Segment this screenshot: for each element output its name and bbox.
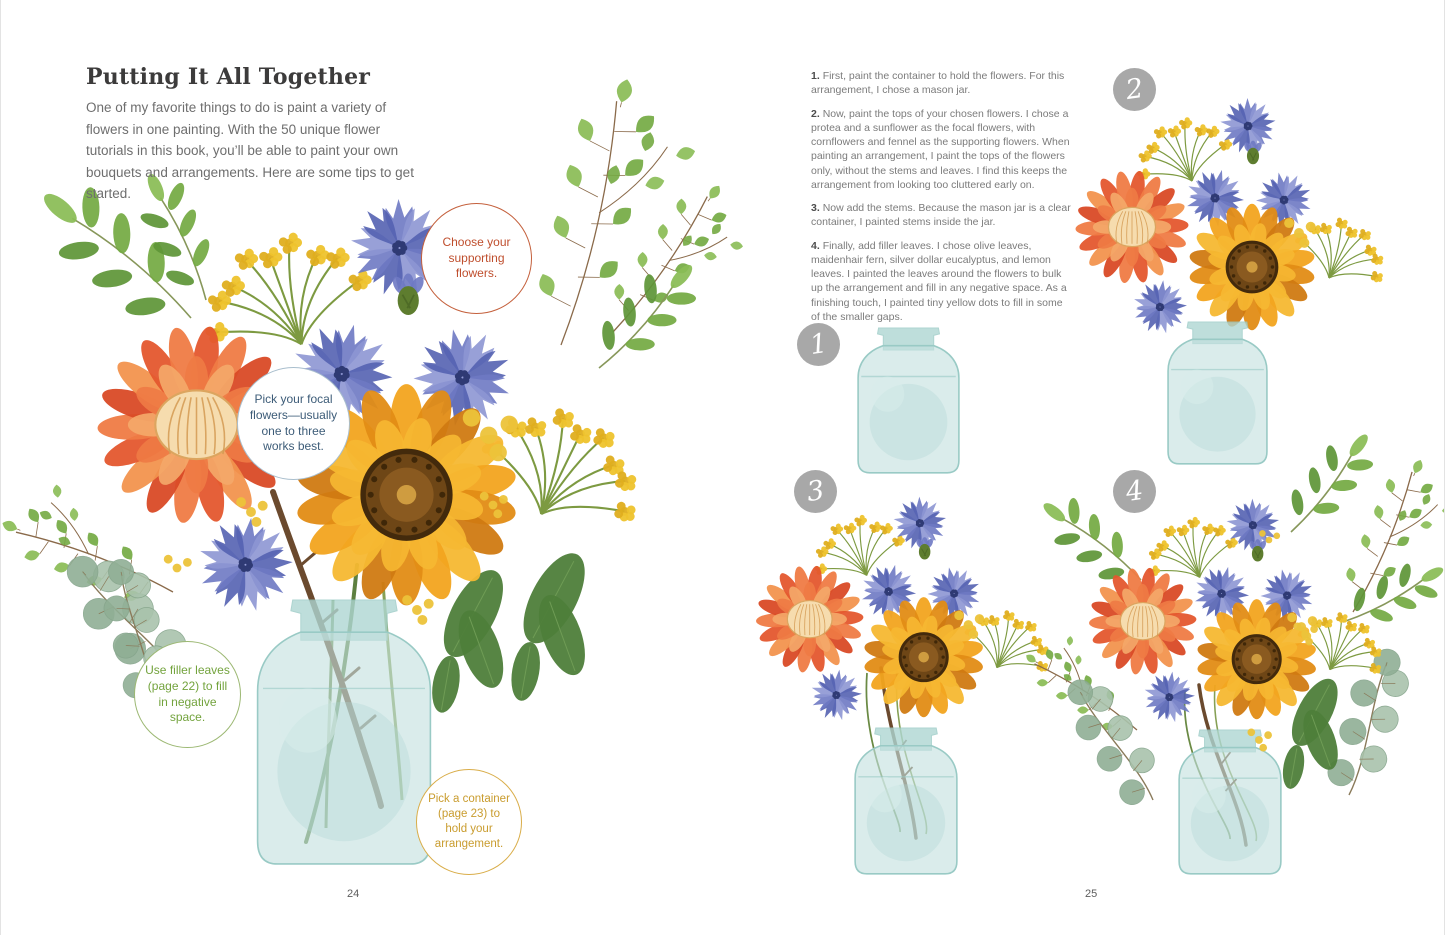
step-1-illustration — [858, 328, 959, 473]
step-2-illustration — [1075, 98, 1399, 464]
cornflower-bud — [390, 274, 426, 315]
step-badge-1: 1 — [797, 323, 840, 366]
step-1-text: 1. First, paint the container to hold the flowers. For this arrangement, I chose a mason jar. — [811, 70, 1065, 97]
protea — [756, 565, 864, 673]
callout-focal-flowers — [237, 367, 350, 480]
mason-jar — [258, 600, 431, 864]
page-title: Putting It All Together — [86, 64, 371, 90]
mason-jar — [1168, 322, 1267, 464]
callout-text: Pick a container (page 23) to hold your arrangement. — [428, 793, 510, 850]
page-number-left: 24 — [347, 888, 360, 900]
cornflower — [1139, 668, 1199, 727]
callout-container — [416, 769, 522, 875]
page-number-right: 25 — [1085, 888, 1098, 900]
lemon-leaves — [507, 544, 597, 703]
step-4-flowers — [1089, 499, 1397, 728]
mason-jar — [855, 728, 957, 874]
eucalyptus — [1323, 642, 1416, 802]
step-3-flowers — [756, 497, 1064, 726]
cornflower — [806, 666, 866, 725]
steps-column — [811, 69, 1073, 333]
protea — [1089, 567, 1197, 675]
mason-jar — [1179, 730, 1281, 874]
callout-filler-leaves — [134, 641, 241, 748]
sunflower — [1188, 204, 1316, 330]
step-badge-4: 4 — [1113, 470, 1156, 513]
step-4-illustration — [1015, 419, 1445, 874]
step-badge-2: 2 — [1113, 68, 1156, 111]
protea — [1075, 170, 1189, 284]
step-2-text: 2. Now, paint the tops of your chosen flowers. I chose a protea and a sunflower as the focal flowers, with cornflowers and fennel as the supporting flowers. When painting an arrangement, I paint the tops of the flowers only, without the stems and leaves. I find this keeps the arrangement from looking too cluttered early on. — [811, 107, 1070, 191]
step-3-text: 3. Now add the stems. Because the mason jar is a clear container, I painted stems inside the jar. — [811, 202, 1071, 229]
step-badge-3: 3 — [794, 470, 837, 513]
olive-branch — [1270, 419, 1388, 549]
olive-branch — [577, 246, 713, 388]
intro-paragraph: One of my favorite things to do is paint a variety of flowers in one painting. With the 50 unique flower tutorials in this book, you’ll be able to paint your own bouquets and arrangements. Here are some tips to get started. — [86, 100, 414, 202]
sunflower — [863, 597, 984, 717]
cornflower — [1128, 276, 1191, 338]
cornflower-bud — [915, 537, 935, 559]
maidenhair-fern — [521, 69, 714, 366]
callout-text: Choose your supporting flowers. — [442, 235, 511, 281]
cornflower-bud — [1243, 141, 1264, 165]
cornflower-bud — [1248, 539, 1268, 561]
step-2-flowers — [1075, 98, 1399, 339]
step-4-text: 4. Finally, add filler leaves. I chose olive leaves, maidenhair fern, silver dollar eucalyptus, and lemon leaves. I painted the leaves around the flowers to bulk up the arrangement and fill in any negative space. As a finishing touch, I painted tiny yellow dots to fill in some of the smaller gaps. — [811, 239, 1067, 323]
callout-text: Use filler leaves (page 22) to fill in negative space. — [145, 663, 230, 725]
callout-text: Pick your focal flowers—usually one to three works best. — [249, 392, 338, 454]
mason-jar — [858, 328, 959, 473]
step-3-illustration — [756, 497, 1064, 874]
callout-supporting-flowers — [421, 203, 532, 314]
maidenhair-fern — [1330, 450, 1445, 634]
